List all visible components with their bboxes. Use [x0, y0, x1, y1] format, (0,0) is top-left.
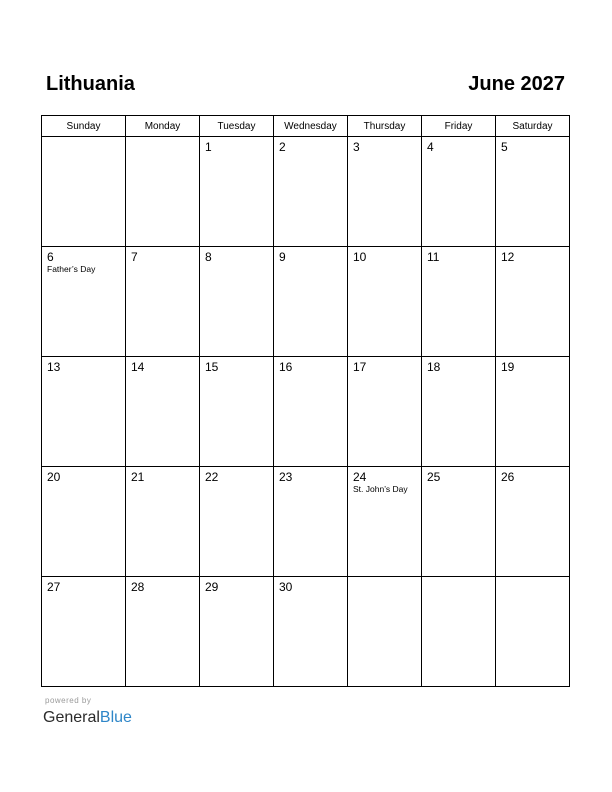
day-number: 5 — [501, 140, 508, 154]
day-number: 24 — [353, 470, 367, 484]
day-cell — [200, 577, 274, 687]
day-cell — [348, 357, 422, 467]
day-cell — [200, 247, 274, 357]
day-cell — [496, 577, 570, 687]
day-number: 25 — [427, 470, 441, 484]
day-cell — [348, 137, 422, 247]
day-cell — [496, 467, 570, 577]
day-number: 3 — [353, 140, 360, 154]
day-number: 9 — [279, 250, 286, 264]
day-cell — [274, 247, 348, 357]
day-number: 18 — [427, 360, 441, 374]
day-cell — [274, 577, 348, 687]
day-number: 12 — [501, 250, 515, 264]
day-cell — [200, 137, 274, 247]
day-cell — [274, 137, 348, 247]
day-cell — [422, 357, 496, 467]
day-number: 22 — [205, 470, 219, 484]
generalblue-logo — [43, 708, 132, 728]
weekday-saturday: Saturday — [496, 116, 570, 137]
day-cell — [126, 577, 200, 687]
day-number: 26 — [501, 470, 515, 484]
day-number: 4 — [427, 140, 434, 154]
day-cell — [126, 137, 200, 247]
weekday-header-row — [42, 116, 570, 137]
weekday-wednesday: Wednesday — [274, 116, 348, 137]
powered-by-text: powered by — [45, 696, 92, 705]
day-number: 2 — [279, 140, 286, 154]
day-number: 8 — [205, 250, 212, 264]
day-cell — [274, 467, 348, 577]
day-number: 29 — [205, 580, 219, 594]
day-number: 20 — [47, 470, 61, 484]
logo-blue-text: Blue — [99, 709, 132, 726]
weekday-sunday: Sunday — [42, 116, 126, 137]
day-cell — [348, 467, 422, 577]
day-cell — [274, 357, 348, 467]
holiday-label: Father’s Day — [47, 264, 96, 274]
week-row — [42, 247, 570, 357]
holiday-label: St. John’s Day — [353, 484, 408, 494]
day-cell — [126, 247, 200, 357]
day-cell — [496, 137, 570, 247]
footer-branding — [43, 696, 132, 728]
day-cell — [42, 357, 126, 467]
day-cell — [42, 577, 126, 687]
calendar-grid — [41, 115, 570, 687]
day-cell — [422, 247, 496, 357]
week-row — [42, 467, 570, 577]
day-number: 28 — [131, 580, 145, 594]
day-cell — [126, 467, 200, 577]
week-row — [42, 137, 570, 247]
logo-general-text: General — [43, 709, 100, 726]
day-cell — [126, 357, 200, 467]
day-cell — [422, 467, 496, 577]
day-cell — [348, 577, 422, 687]
day-number: 6 — [47, 250, 54, 264]
day-number: 21 — [131, 470, 145, 484]
weekday-tuesday: Tuesday — [200, 116, 274, 137]
day-cell — [42, 467, 126, 577]
day-cell — [42, 247, 126, 357]
day-number: 14 — [131, 360, 145, 374]
week-row — [42, 577, 570, 687]
weekday-monday: Monday — [126, 116, 200, 137]
day-cell — [496, 357, 570, 467]
day-number: 11 — [427, 250, 440, 264]
day-cell — [422, 137, 496, 247]
day-cell — [422, 577, 496, 687]
day-number: 15 — [205, 360, 219, 374]
day-number: 19 — [501, 360, 515, 374]
week-row — [42, 357, 570, 467]
day-number: 1 — [205, 140, 212, 154]
day-cell — [348, 247, 422, 357]
day-cell — [496, 247, 570, 357]
day-number: 27 — [47, 580, 61, 594]
day-number: 7 — [131, 250, 138, 264]
day-number: 17 — [353, 360, 367, 374]
day-cell — [200, 357, 274, 467]
country-title: Lithuania — [46, 73, 135, 95]
day-number: 10 — [353, 250, 367, 264]
month-year-title: June 2027 — [468, 73, 565, 95]
weekday-thursday: Thursday — [348, 116, 422, 137]
day-cell — [200, 467, 274, 577]
day-number: 30 — [279, 580, 293, 594]
day-number: 23 — [279, 470, 293, 484]
day-number: 13 — [47, 360, 61, 374]
day-number: 16 — [279, 360, 293, 374]
weekday-friday: Friday — [422, 116, 496, 137]
day-cell — [42, 137, 126, 247]
